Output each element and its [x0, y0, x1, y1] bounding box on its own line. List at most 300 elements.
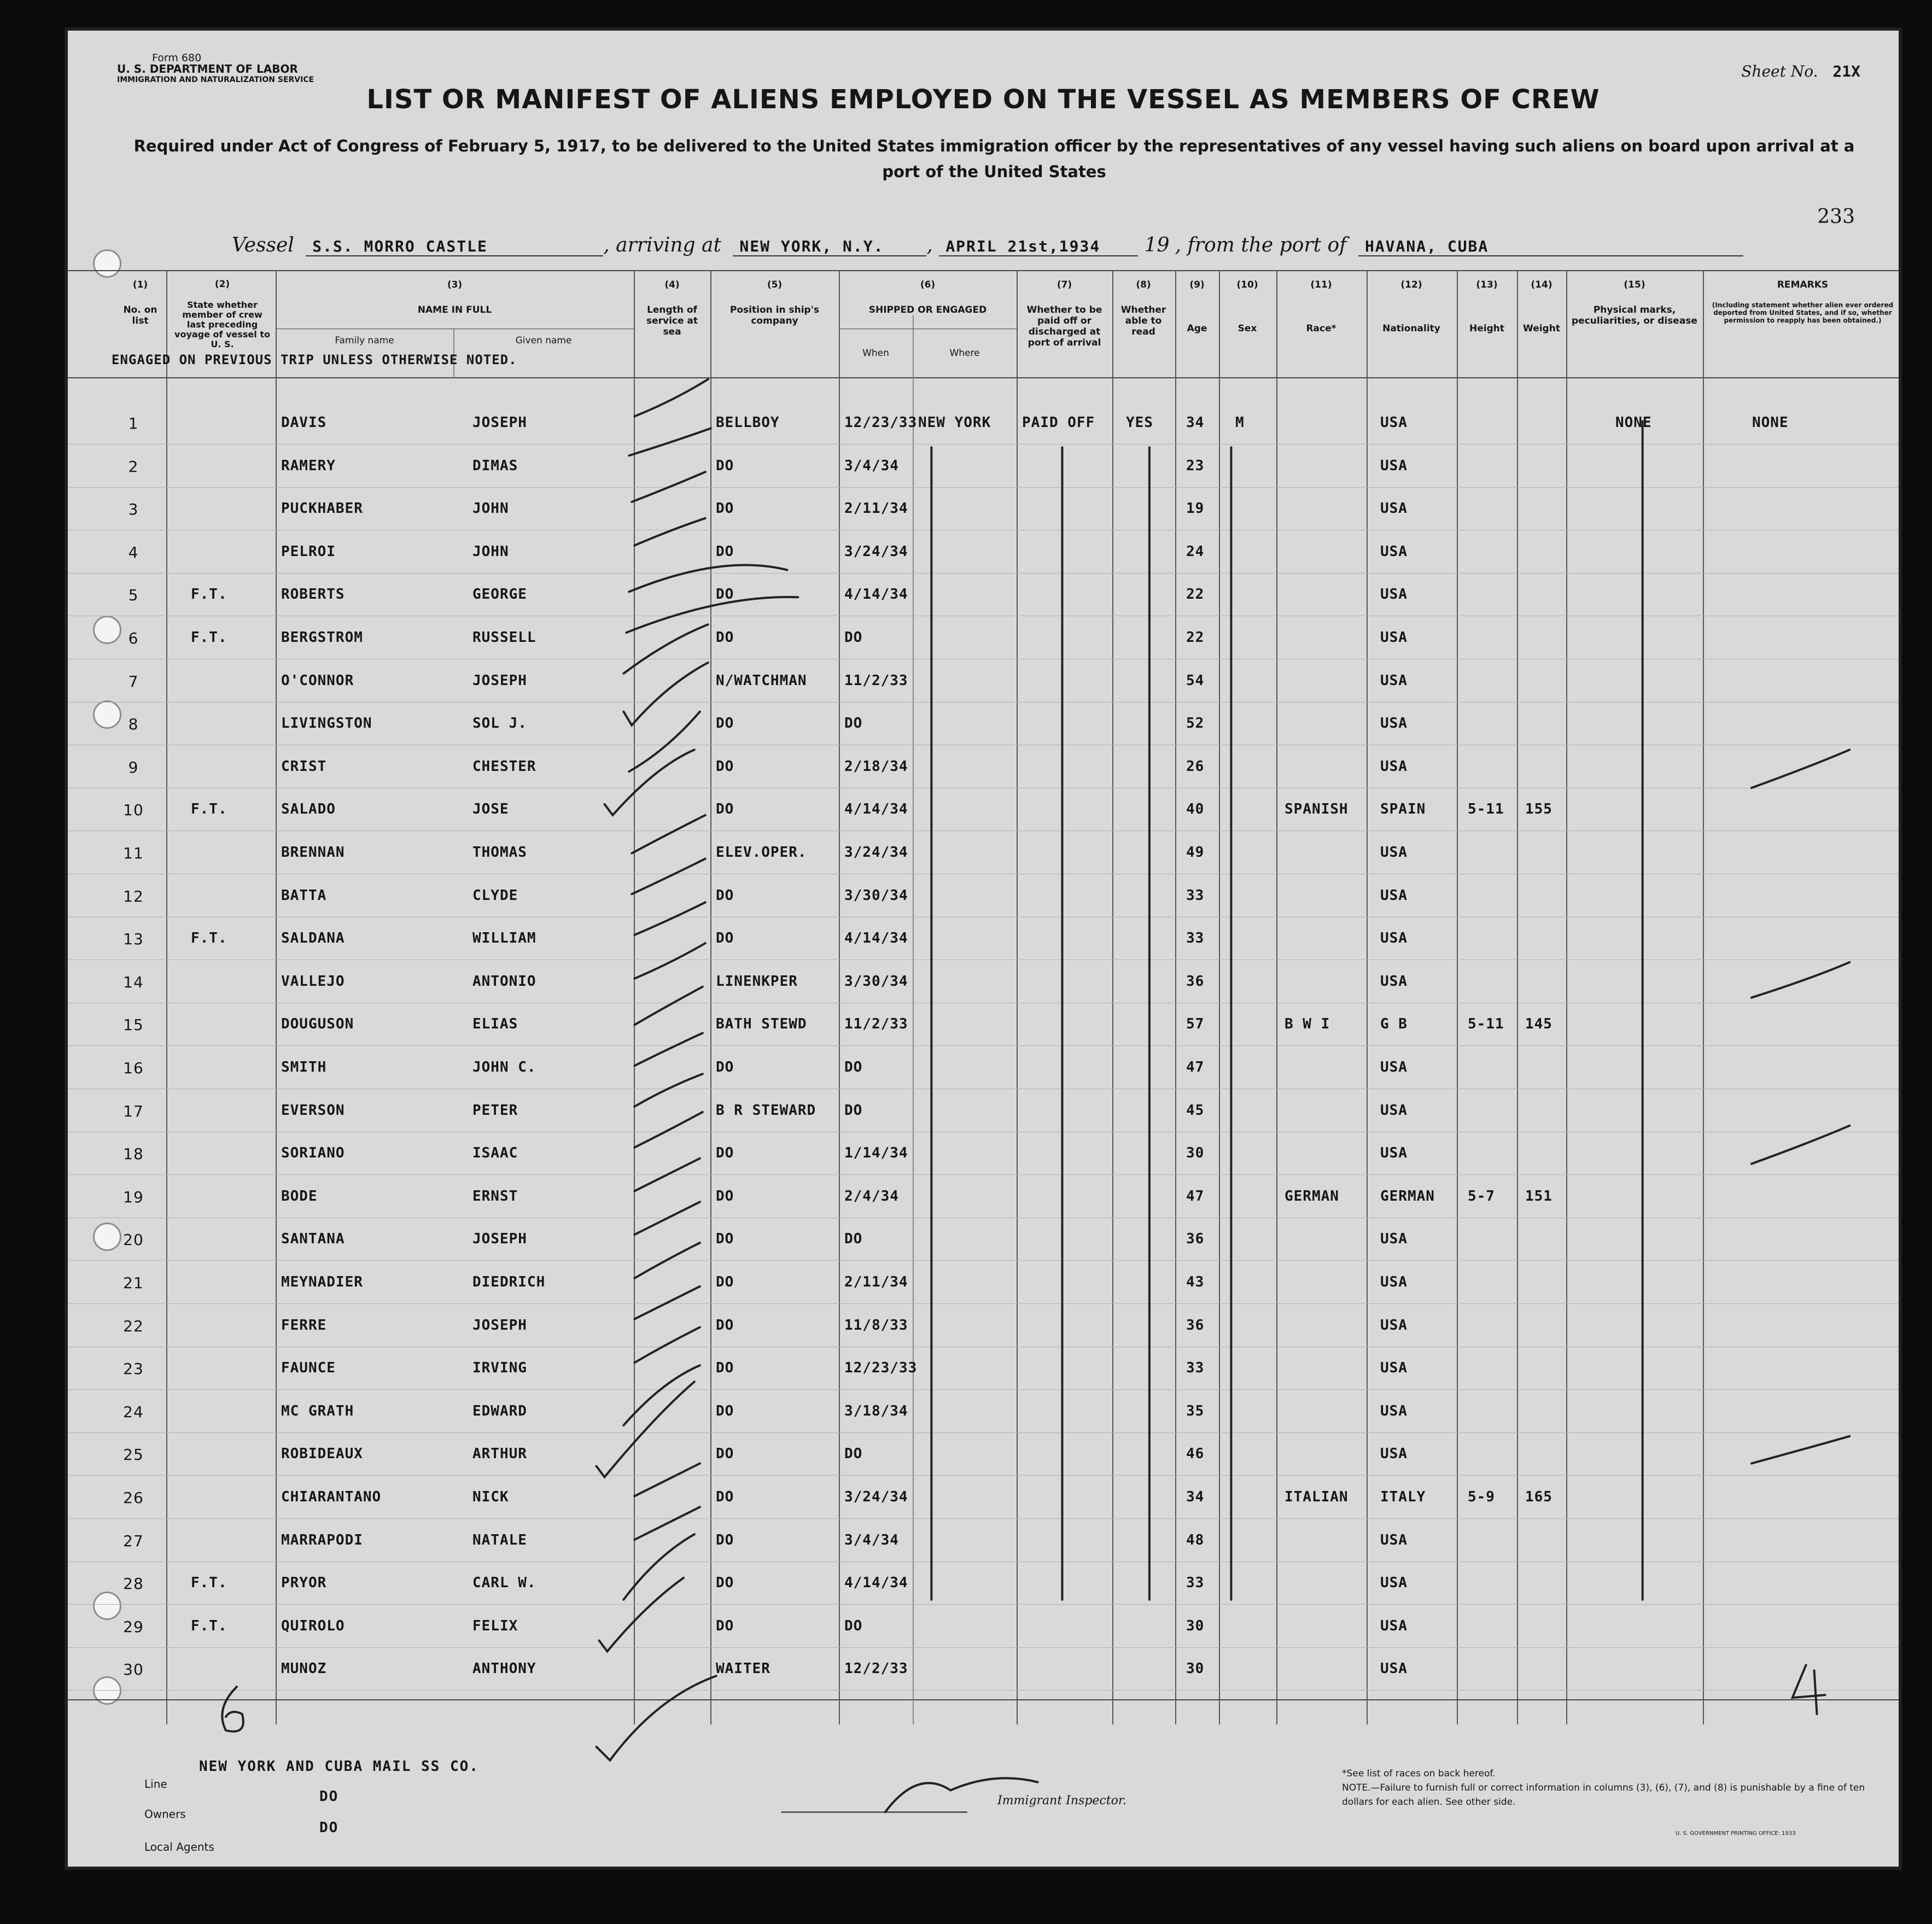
position: BELLBOY — [716, 414, 780, 431]
position: DO — [716, 1188, 734, 1204]
position: DO — [716, 801, 734, 818]
race: B W I — [1285, 1016, 1330, 1033]
shipped-when: DO — [844, 1231, 863, 1248]
header-height: (13) Height — [1469, 279, 1504, 334]
nationality: USA — [1380, 844, 1408, 861]
family-name: CHIARANTANO — [281, 1489, 382, 1505]
shipped-when: 11/8/33 — [844, 1317, 908, 1334]
given-name: DIEDRICH — [472, 1274, 546, 1290]
age: 34 — [1186, 1489, 1205, 1505]
line-value: NEW YORK AND CUBA MAIL SS CO. — [199, 1758, 479, 1775]
position: DO — [716, 1317, 734, 1334]
age: 33 — [1186, 1575, 1205, 1592]
row-number: 30 — [123, 1660, 144, 1679]
header-where: Where — [949, 348, 980, 359]
given-name: RUSSELL — [472, 629, 536, 646]
shipped-when: 1/14/34 — [844, 1145, 908, 1162]
age: 47 — [1186, 1059, 1205, 1075]
table-row — [68, 1477, 1899, 1519]
age: 22 — [1186, 586, 1205, 603]
age: 24 — [1186, 543, 1205, 560]
position: BATH STEWD — [716, 1016, 807, 1033]
row-number: 3 — [128, 500, 139, 519]
given-name: JOSEPH — [472, 414, 527, 431]
age: 19 — [1186, 500, 1205, 517]
inspector-label: Immigrant Inspector. — [997, 1794, 1126, 1808]
nationality: USA — [1380, 457, 1408, 474]
nationality: USA — [1380, 758, 1408, 775]
family-name: EVERSON — [281, 1102, 345, 1119]
row-number: 4 — [128, 543, 139, 562]
nationality: USA — [1380, 1531, 1408, 1548]
header-no: (1) No. on list — [123, 279, 157, 326]
row-number: 1 — [128, 414, 139, 432]
nationality: USA — [1380, 1145, 1408, 1162]
race: ITALIAN — [1285, 1489, 1349, 1505]
table-row — [68, 1606, 1899, 1648]
row-number: 29 — [123, 1617, 144, 1636]
sheet-label: Sheet No. — [1741, 62, 1818, 80]
manifest-page — [65, 27, 1902, 1870]
row-number: 7 — [128, 672, 139, 691]
document-title: LIST OR MANIFEST OF ALIENS EMPLOYED ON THE VESSEL AS MEMBERS OF CREW — [366, 84, 1600, 115]
given-name: JOSEPH — [472, 1231, 527, 1248]
nationality: USA — [1380, 1660, 1408, 1677]
nationality: USA — [1380, 500, 1408, 517]
family-name: VALLEJO — [281, 973, 345, 990]
given-name: ARTHUR — [472, 1446, 527, 1463]
position: DO — [716, 1231, 734, 1248]
row-rule — [68, 1174, 1899, 1175]
physical-marks: NONE — [1615, 414, 1652, 431]
shipped-when: 12/23/33 — [844, 414, 918, 431]
table-row — [68, 1348, 1899, 1390]
family-name: ROBERTS — [281, 586, 345, 603]
nationality: USA — [1380, 1059, 1408, 1075]
line-label: Line — [144, 1777, 167, 1791]
position: DO — [716, 500, 734, 517]
age: 35 — [1186, 1402, 1205, 1419]
given-name: CLYDE — [472, 887, 518, 904]
arrival-date: APRIL 21st,1934 — [939, 237, 1138, 256]
row-number: 2 — [128, 457, 139, 476]
given-name: JOHN — [472, 500, 509, 517]
position: DO — [716, 1059, 734, 1075]
shipped-when: 12/23/33 — [844, 1360, 918, 1377]
table-row — [68, 660, 1899, 703]
shipped-when: DO — [844, 1059, 863, 1075]
shipped-when: DO — [844, 1617, 863, 1634]
shipped-when: 4/14/34 — [844, 930, 908, 947]
given-name: JOSEPH — [472, 672, 527, 689]
age: 47 — [1186, 1188, 1205, 1204]
sheet-value: 21X — [1832, 62, 1860, 80]
year-label: 19 — [1144, 234, 1170, 256]
position: DO — [716, 1531, 734, 1548]
family-name: RAMERY — [281, 457, 336, 474]
age: 23 — [1186, 457, 1205, 474]
row-number: 5 — [128, 586, 139, 605]
table-row — [68, 961, 1899, 1004]
position: DO — [716, 758, 734, 775]
given-name: CHESTER — [472, 758, 536, 775]
given-name: ELIAS — [472, 1016, 518, 1033]
given-name: NICK — [472, 1489, 509, 1505]
age: 30 — [1186, 1617, 1205, 1634]
position: DO — [716, 1617, 734, 1634]
family-name: ROBIDEAUX — [281, 1446, 363, 1463]
position: DO — [716, 629, 734, 646]
age: 30 — [1186, 1660, 1205, 1677]
header-sex: (10) Sex — [1236, 279, 1258, 334]
age: 33 — [1186, 1360, 1205, 1377]
position: DO — [716, 1145, 734, 1162]
engaged-note: ENGAGED ON PREVIOUS TRIP UNLESS OTHERWISE NOTED. — [112, 352, 517, 367]
nationality: USA — [1380, 1360, 1408, 1377]
header-when: When — [862, 348, 889, 359]
table-row — [68, 1434, 1899, 1476]
header-nationality: (12) Nationality — [1382, 279, 1440, 334]
position: N/WATCHMAN — [716, 672, 807, 689]
position: LINENKPER — [716, 973, 798, 990]
shipped-when: 11/2/33 — [844, 672, 908, 689]
position: DO — [716, 715, 734, 732]
position: WAITER — [716, 1660, 771, 1677]
table-row — [68, 574, 1899, 617]
nationality: USA — [1380, 1102, 1408, 1119]
age: 22 — [1186, 629, 1205, 646]
given-name: WILLIAM — [472, 930, 536, 947]
given-name: ISAAC — [472, 1145, 518, 1162]
table-row — [68, 1133, 1899, 1176]
age: 34 — [1186, 414, 1205, 431]
table-row — [68, 1262, 1899, 1305]
given-name: IRVING — [472, 1360, 527, 1377]
weight: 165 — [1525, 1489, 1552, 1505]
family-name: BODE — [281, 1188, 318, 1204]
arriving-label: arriving at — [616, 234, 721, 256]
shipped-when: 3/24/34 — [844, 1489, 908, 1505]
row-number: 28 — [123, 1575, 144, 1593]
age: 43 — [1186, 1274, 1205, 1290]
arriving-value: NEW YORK, N.Y. — [733, 237, 926, 256]
height: 5-9 — [1468, 1489, 1495, 1505]
table-row — [68, 1648, 1899, 1691]
age: 46 — [1186, 1446, 1205, 1463]
nationality: GERMAN — [1380, 1188, 1435, 1204]
given-name: ERNST — [472, 1188, 518, 1204]
shipped-when: 2/18/34 — [844, 758, 908, 775]
table-row — [68, 1391, 1899, 1434]
sheet-number — [1741, 62, 1860, 80]
family-name: FAUNCE — [281, 1360, 336, 1377]
table-row — [68, 1520, 1899, 1563]
table-row — [68, 832, 1899, 875]
table-row — [68, 1047, 1899, 1090]
header-name: (3) NAME IN FULL — [417, 279, 492, 315]
row-number: 21 — [123, 1274, 144, 1292]
nationality: USA — [1380, 672, 1408, 689]
given-name: JOSEPH — [472, 1317, 527, 1334]
row-rule — [68, 1045, 1899, 1046]
family-name: LIVINGSTON — [281, 715, 372, 732]
table-row — [68, 402, 1899, 445]
page-number: 233 — [1817, 206, 1855, 228]
header-top-rule — [68, 270, 1899, 271]
position: ELEV.OPER. — [716, 844, 807, 861]
nationality: USA — [1380, 1231, 1408, 1248]
hand-six — [222, 1687, 243, 1732]
nationality: USA — [1380, 715, 1408, 732]
row-number: 17 — [123, 1102, 144, 1120]
row-number: 25 — [123, 1446, 144, 1464]
sex: M — [1235, 414, 1245, 431]
position: DO — [716, 586, 734, 603]
shipped-when: 3/24/34 — [844, 844, 908, 861]
prev-voyage: F.T. — [191, 930, 227, 947]
table-row — [68, 1004, 1899, 1046]
race: GERMAN — [1285, 1188, 1339, 1204]
header-remarks: REMARKS (Including statement whether alien ever ordered deported from United States, and if so, whether permission to reapply has been obtained.) — [1712, 279, 1894, 324]
given-name: NATALE — [472, 1531, 527, 1548]
family-name: MARRAPODI — [281, 1531, 363, 1548]
form-number: Form 680 — [152, 52, 202, 64]
family-name: BERGSTROM — [281, 629, 363, 646]
shipped-when: 3/30/34 — [844, 973, 908, 990]
table-row — [68, 1090, 1899, 1133]
position: DO — [716, 457, 734, 474]
table-row — [68, 531, 1899, 574]
age: 36 — [1186, 1231, 1205, 1248]
family-name: SANTANA — [281, 1231, 345, 1248]
row-number: 14 — [123, 973, 144, 991]
header-race: (11) Race* — [1306, 279, 1336, 334]
row-rule — [68, 1518, 1899, 1519]
nationality: USA — [1380, 887, 1408, 904]
row-number: 23 — [123, 1360, 144, 1378]
row-rule — [68, 1604, 1899, 1605]
given-name: CARL W. — [472, 1575, 536, 1592]
family-name: DAVIS — [281, 414, 327, 431]
port-value: HAVANA, CUBA — [1358, 237, 1743, 256]
row-number: 26 — [123, 1489, 144, 1507]
family-name: CRIST — [281, 758, 327, 775]
service: IMMIGRATION AND NATURALIZATION SERVICE — [117, 75, 314, 84]
shipped-when: 12/2/33 — [844, 1660, 908, 1677]
position: DO — [716, 887, 734, 904]
family-name: PRYOR — [281, 1575, 327, 1592]
row-rule — [68, 1389, 1899, 1390]
header-weight: (14) Weight — [1523, 279, 1560, 334]
shipped-when: 4/14/34 — [844, 586, 908, 603]
footer-notes — [1342, 1767, 1889, 1809]
family-name: O'CONNOR — [281, 672, 354, 689]
weight: 151 — [1525, 1188, 1552, 1204]
owners-value: DO — [319, 1788, 339, 1805]
nationality: USA — [1380, 586, 1408, 603]
nationality: USA — [1380, 1575, 1408, 1592]
given-name: SOL J. — [472, 715, 527, 732]
able-to-read: YES — [1126, 414, 1153, 431]
printing-office: U. S. GOVERNMENT PRINTING OFFICE: 1933 — [1676, 1831, 1796, 1837]
nationality: ITALY — [1380, 1489, 1426, 1505]
family-name: SMITH — [281, 1059, 327, 1075]
prev-voyage: F.T. — [191, 1617, 227, 1634]
remarks: NONE — [1752, 414, 1789, 431]
table-row — [68, 1563, 1899, 1605]
document-subtitle: Required under Act of Congress of February 5, 1917, to be delivered to the United States immigration officer by the representatives of any vessel having such aliens on board upon arrival at a port of the United States — [133, 137, 1855, 181]
shipped-when: DO — [844, 1102, 863, 1119]
family-name: PELROI — [281, 543, 336, 560]
row-number: 18 — [123, 1145, 144, 1163]
age: 49 — [1186, 844, 1205, 861]
races-note: *See list of races on back hereof. — [1342, 1768, 1496, 1779]
table-row — [68, 617, 1899, 660]
row-number: 8 — [128, 715, 139, 734]
family-name: FERRE — [281, 1317, 327, 1334]
age: 30 — [1186, 1145, 1205, 1162]
header-read: (8) Whether able to read — [1120, 279, 1166, 337]
port-label: from the port of — [1187, 234, 1347, 256]
row-rule — [68, 573, 1899, 574]
shipped-when: 11/2/33 — [844, 1016, 908, 1033]
family-name: SALDANA — [281, 930, 345, 947]
row-rule — [68, 1303, 1899, 1304]
table-row — [68, 703, 1899, 746]
given-name: JOSE — [472, 801, 509, 818]
given-name: ANTONIO — [472, 973, 536, 990]
age: 26 — [1186, 758, 1205, 775]
department: U. S. DEPARTMENT OF LABOR — [117, 62, 298, 75]
penalty-note: NOTE.—Failure to furnish full or correct information in columns (3), (6), (7), and (8) is punishable by a fine of ten dollars for each alien. See other side. — [1342, 1782, 1865, 1808]
nationality: USA — [1380, 543, 1408, 560]
prev-voyage: F.T. — [191, 586, 227, 603]
agents-value: DO — [319, 1820, 339, 1836]
race: SPANISH — [1285, 801, 1349, 818]
family-name: PUCKHABER — [281, 500, 363, 517]
header-position: (5) Position in ship's company — [729, 279, 820, 326]
header-age: (9) Age — [1187, 279, 1207, 334]
position: DO — [716, 1402, 734, 1419]
height: 5-11 — [1468, 801, 1504, 818]
given-name: EDWARD — [472, 1402, 527, 1419]
row-rule — [68, 1690, 1899, 1691]
row-number: 12 — [123, 887, 144, 905]
given-name: DIMAS — [472, 457, 518, 474]
nationality: USA — [1380, 1274, 1408, 1290]
row-number: 13 — [123, 930, 144, 949]
table-bottom-rule — [68, 1699, 1899, 1700]
row-number: 22 — [123, 1317, 144, 1335]
given-name: JOHN C. — [472, 1059, 536, 1075]
row-number: 16 — [123, 1059, 144, 1077]
shipped-when: 2/11/34 — [844, 500, 908, 517]
shipped-when: DO — [844, 1446, 863, 1463]
given-name: GEORGE — [472, 586, 527, 603]
table-row — [68, 746, 1899, 789]
position: DO — [716, 1360, 734, 1377]
family-name: MC GRATH — [281, 1402, 354, 1419]
row-number: 10 — [123, 801, 144, 820]
age: 33 — [1186, 887, 1205, 904]
nationality: USA — [1380, 629, 1408, 646]
row-number: 11 — [123, 844, 144, 862]
shipped-when: 3/24/34 — [844, 543, 908, 560]
family-name: BRENNAN — [281, 844, 345, 861]
position: DO — [716, 1575, 734, 1592]
table-row — [68, 918, 1899, 961]
table-row — [68, 1219, 1899, 1261]
given-name: THOMAS — [472, 844, 527, 861]
row-number: 15 — [123, 1016, 144, 1034]
row-number: 6 — [128, 629, 139, 647]
row-rule — [68, 1260, 1899, 1261]
shipped-when: 4/14/34 — [844, 1575, 908, 1592]
age: 54 — [1186, 672, 1205, 689]
header-prev-voyage: (2) State whether member of crew last preceding voyage of vessel to U. S. — [174, 279, 270, 349]
shipped-when: 3/4/34 — [844, 1531, 899, 1548]
given-name: FELIX — [472, 1617, 518, 1634]
age: 52 — [1186, 715, 1205, 732]
row-rule — [68, 1475, 1899, 1476]
family-name: MEYNADIER — [281, 1274, 363, 1290]
position: DO — [716, 1489, 734, 1505]
nationality: USA — [1380, 414, 1408, 431]
position: DO — [716, 543, 734, 560]
family-name: QUIROLO — [281, 1617, 345, 1634]
height: 5-11 — [1468, 1016, 1504, 1033]
header-service: (4) Length of service at sea — [646, 279, 698, 337]
family-name: SALADO — [281, 801, 336, 818]
nationality: USA — [1380, 1402, 1408, 1419]
height: 5-7 — [1468, 1188, 1495, 1204]
shipped-when: 3/30/34 — [844, 887, 908, 904]
family-name: MUNOZ — [281, 1660, 327, 1677]
row-rule — [68, 1647, 1899, 1648]
prev-voyage: F.T. — [191, 1575, 227, 1592]
row-number: 20 — [123, 1231, 144, 1249]
row-rule — [68, 702, 1899, 703]
vessel-value: S.S. MORRO CASTLE — [306, 237, 603, 256]
nationality: USA — [1380, 930, 1408, 947]
shipped-when: DO — [844, 715, 863, 732]
nationality: USA — [1380, 1617, 1408, 1634]
shipped-when: 2/4/34 — [844, 1188, 899, 1204]
family-name: BATTA — [281, 887, 327, 904]
row-number: 27 — [123, 1531, 144, 1550]
family-name: DOUGUSON — [281, 1016, 354, 1033]
nationality: USA — [1380, 1317, 1408, 1334]
table-row — [68, 1176, 1899, 1219]
nationality: SPAIN — [1380, 801, 1426, 818]
form-meta — [117, 52, 314, 85]
shipped-when: DO — [844, 629, 863, 646]
row-number: 19 — [123, 1188, 144, 1206]
row-number: 9 — [128, 758, 139, 776]
table-row — [68, 789, 1899, 832]
paid-off: PAID OFF — [1022, 414, 1095, 431]
weight: 155 — [1525, 801, 1552, 818]
prev-voyage: F.T. — [191, 629, 227, 646]
table-row — [68, 1305, 1899, 1348]
shipped-where: NEW YORK — [918, 414, 991, 431]
shipped-when: 3/4/34 — [844, 457, 899, 474]
position: DO — [716, 930, 734, 947]
position: DO — [716, 1446, 734, 1463]
nationality: USA — [1380, 973, 1408, 990]
nationality: USA — [1380, 1446, 1408, 1463]
vessel-label: Vessel — [232, 234, 294, 256]
